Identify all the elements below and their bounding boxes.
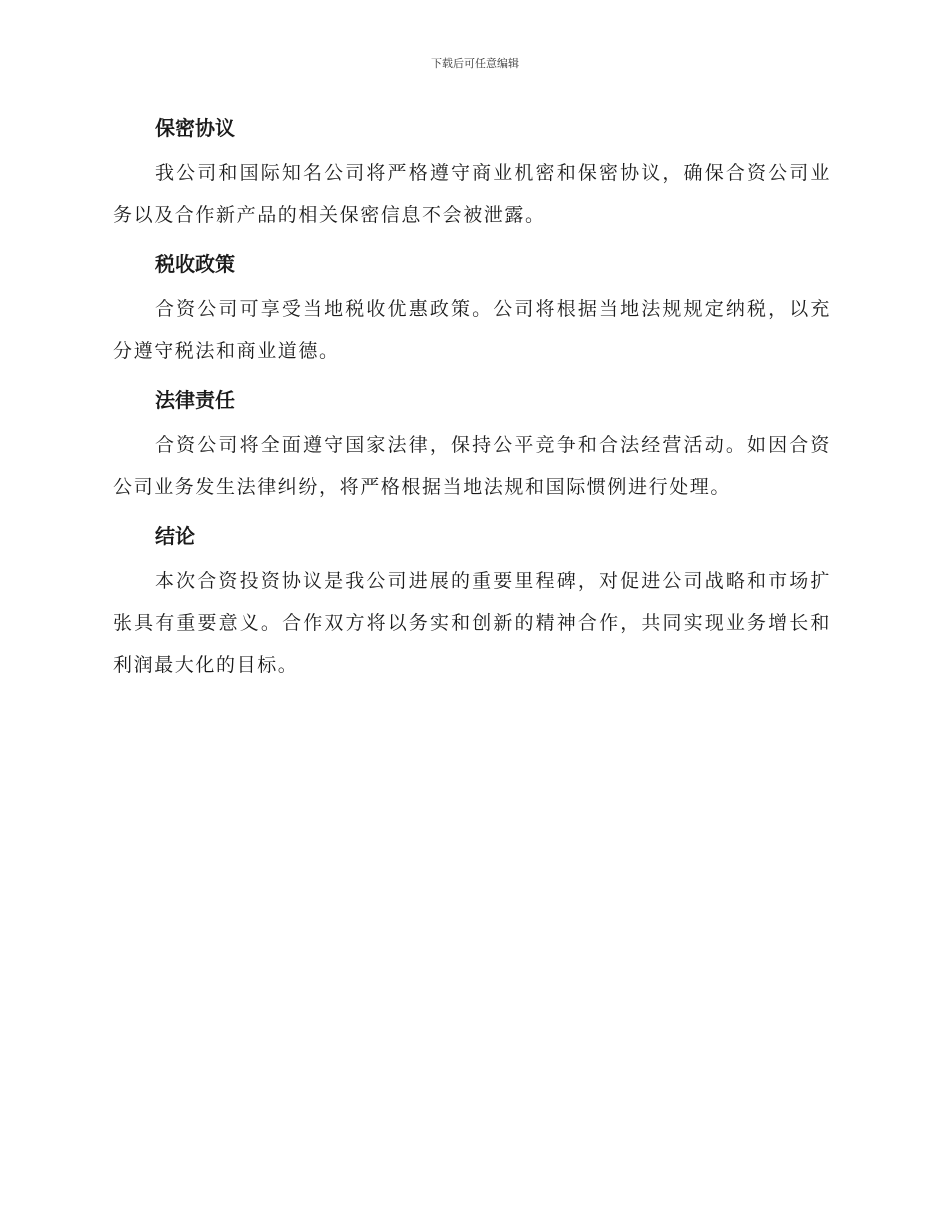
section-paragraph: 本次合资投资协议是我公司进展的重要里程碑，对促进公司战略和市场扩张具有重要意义。合作双方将以务实和创新的精神合作，共同实现业务增长和利润最大化的目标。: [113, 570, 831, 676]
section-confidentiality: [113, 108, 831, 236]
section-heading: 保密协议: [155, 116, 235, 140]
section-conclusion: [113, 516, 831, 686]
section-paragraph: 合资公司可享受当地税收优惠政策。公司将根据当地法规规定纳税，以充分遵守税法和商业道德。: [113, 298, 831, 362]
section-heading: 税收政策: [155, 252, 235, 276]
section-paragraph: 合资公司将全面遵守国家法律，保持公平竞争和合法经营活动。如因合资公司业务发生法律纠纷，将严格根据当地法规和国际惯例进行处理。: [113, 434, 831, 498]
section-tax-policy: [113, 244, 831, 372]
section-heading: 结论: [155, 524, 195, 548]
section-paragraph: 我公司和国际知名公司将严格遵守商业机密和保密协议，确保合资公司业务以及合作新产品的相关保密信息不会被泄露。: [113, 162, 831, 226]
document-body: [113, 108, 831, 694]
page-header-note: 下载后可任意编辑: [431, 57, 519, 70]
section-heading: 法律责任: [155, 388, 235, 412]
section-legal-liability: [113, 380, 831, 508]
